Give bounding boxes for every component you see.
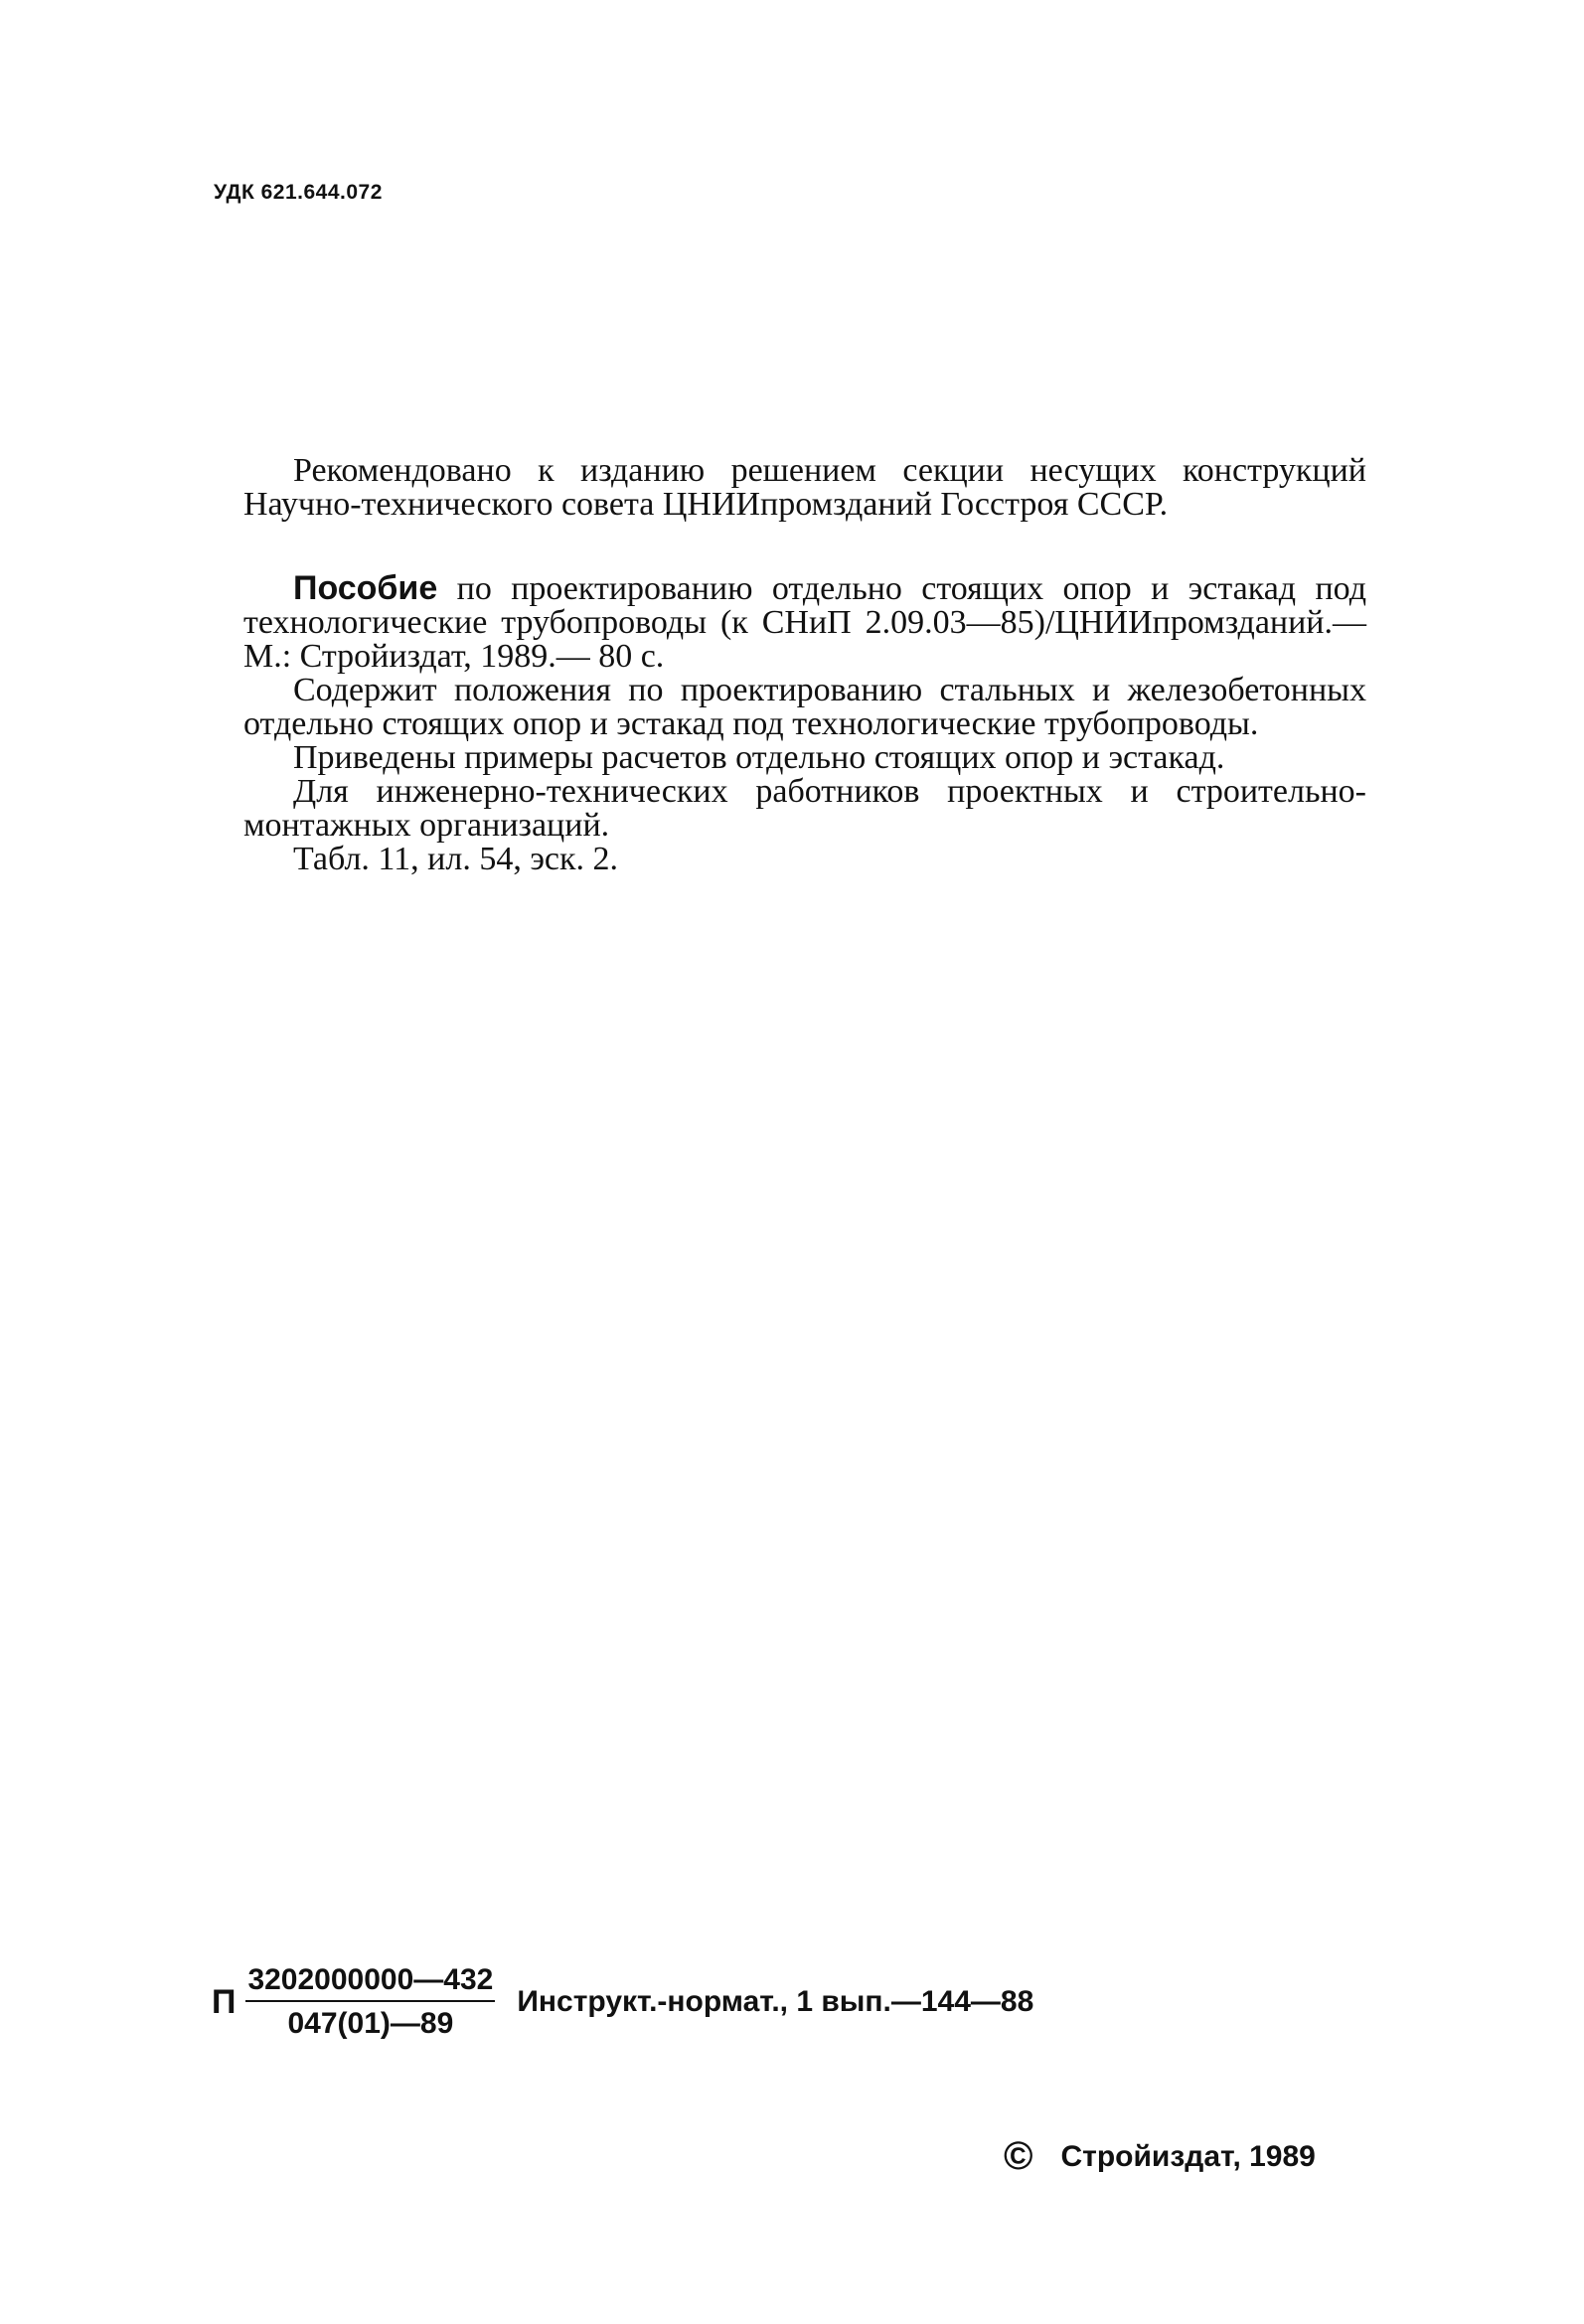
index-letter: П (212, 1982, 237, 2021)
index-numerator: 3202000000—432 (245, 1962, 495, 2002)
abstract-counts: Табл. 11, ил. 54, эск. 2. (293, 841, 619, 877)
publication-index (212, 1947, 1033, 2057)
index-fraction (245, 1962, 495, 2042)
copyright-text: Стройиздат, 1989 (1060, 2139, 1316, 2173)
udk-code: УДК 621.644.072 (214, 181, 383, 204)
abstract-examples: Приведены примеры расчетов отдельно стоящих опор и эстакад. (293, 739, 1225, 776)
citation-text: по проектированию отдельно стоящих опор и эстакад под технологические трубопроводы (к СНиП 2.09.03—85)/ЦНИИпромзданий.— М.: Стройиздат, 1989.— 80 с. (243, 570, 1366, 675)
abstract-block (243, 571, 1366, 876)
bibliographic-citation (243, 571, 1366, 674)
recommendation-text: Рекомендовано к изданию решением секции несущих конструкций Научно-технического совета ЦНИИпромзданий Госстроя СССР. (243, 452, 1366, 523)
abstract-audience: Для инженерно-технических работников проектных и строительно-монтажных организаций. (243, 773, 1366, 844)
publication-title: Пособие (293, 569, 438, 607)
copyright-icon: © (1004, 2134, 1033, 2178)
index-series: Инструкт.-нормат., 1 вып.—144—88 (517, 1985, 1034, 2018)
recommendation-block (243, 454, 1366, 522)
index-denominator: 047(01)—89 (287, 2007, 454, 2040)
abstract-contents: Содержит положения по проектированию стальных и железобетонных отдельно стоящих опор и эстакад под технологические трубопроводы. (243, 672, 1366, 742)
copyright-line (1004, 2134, 1316, 2179)
